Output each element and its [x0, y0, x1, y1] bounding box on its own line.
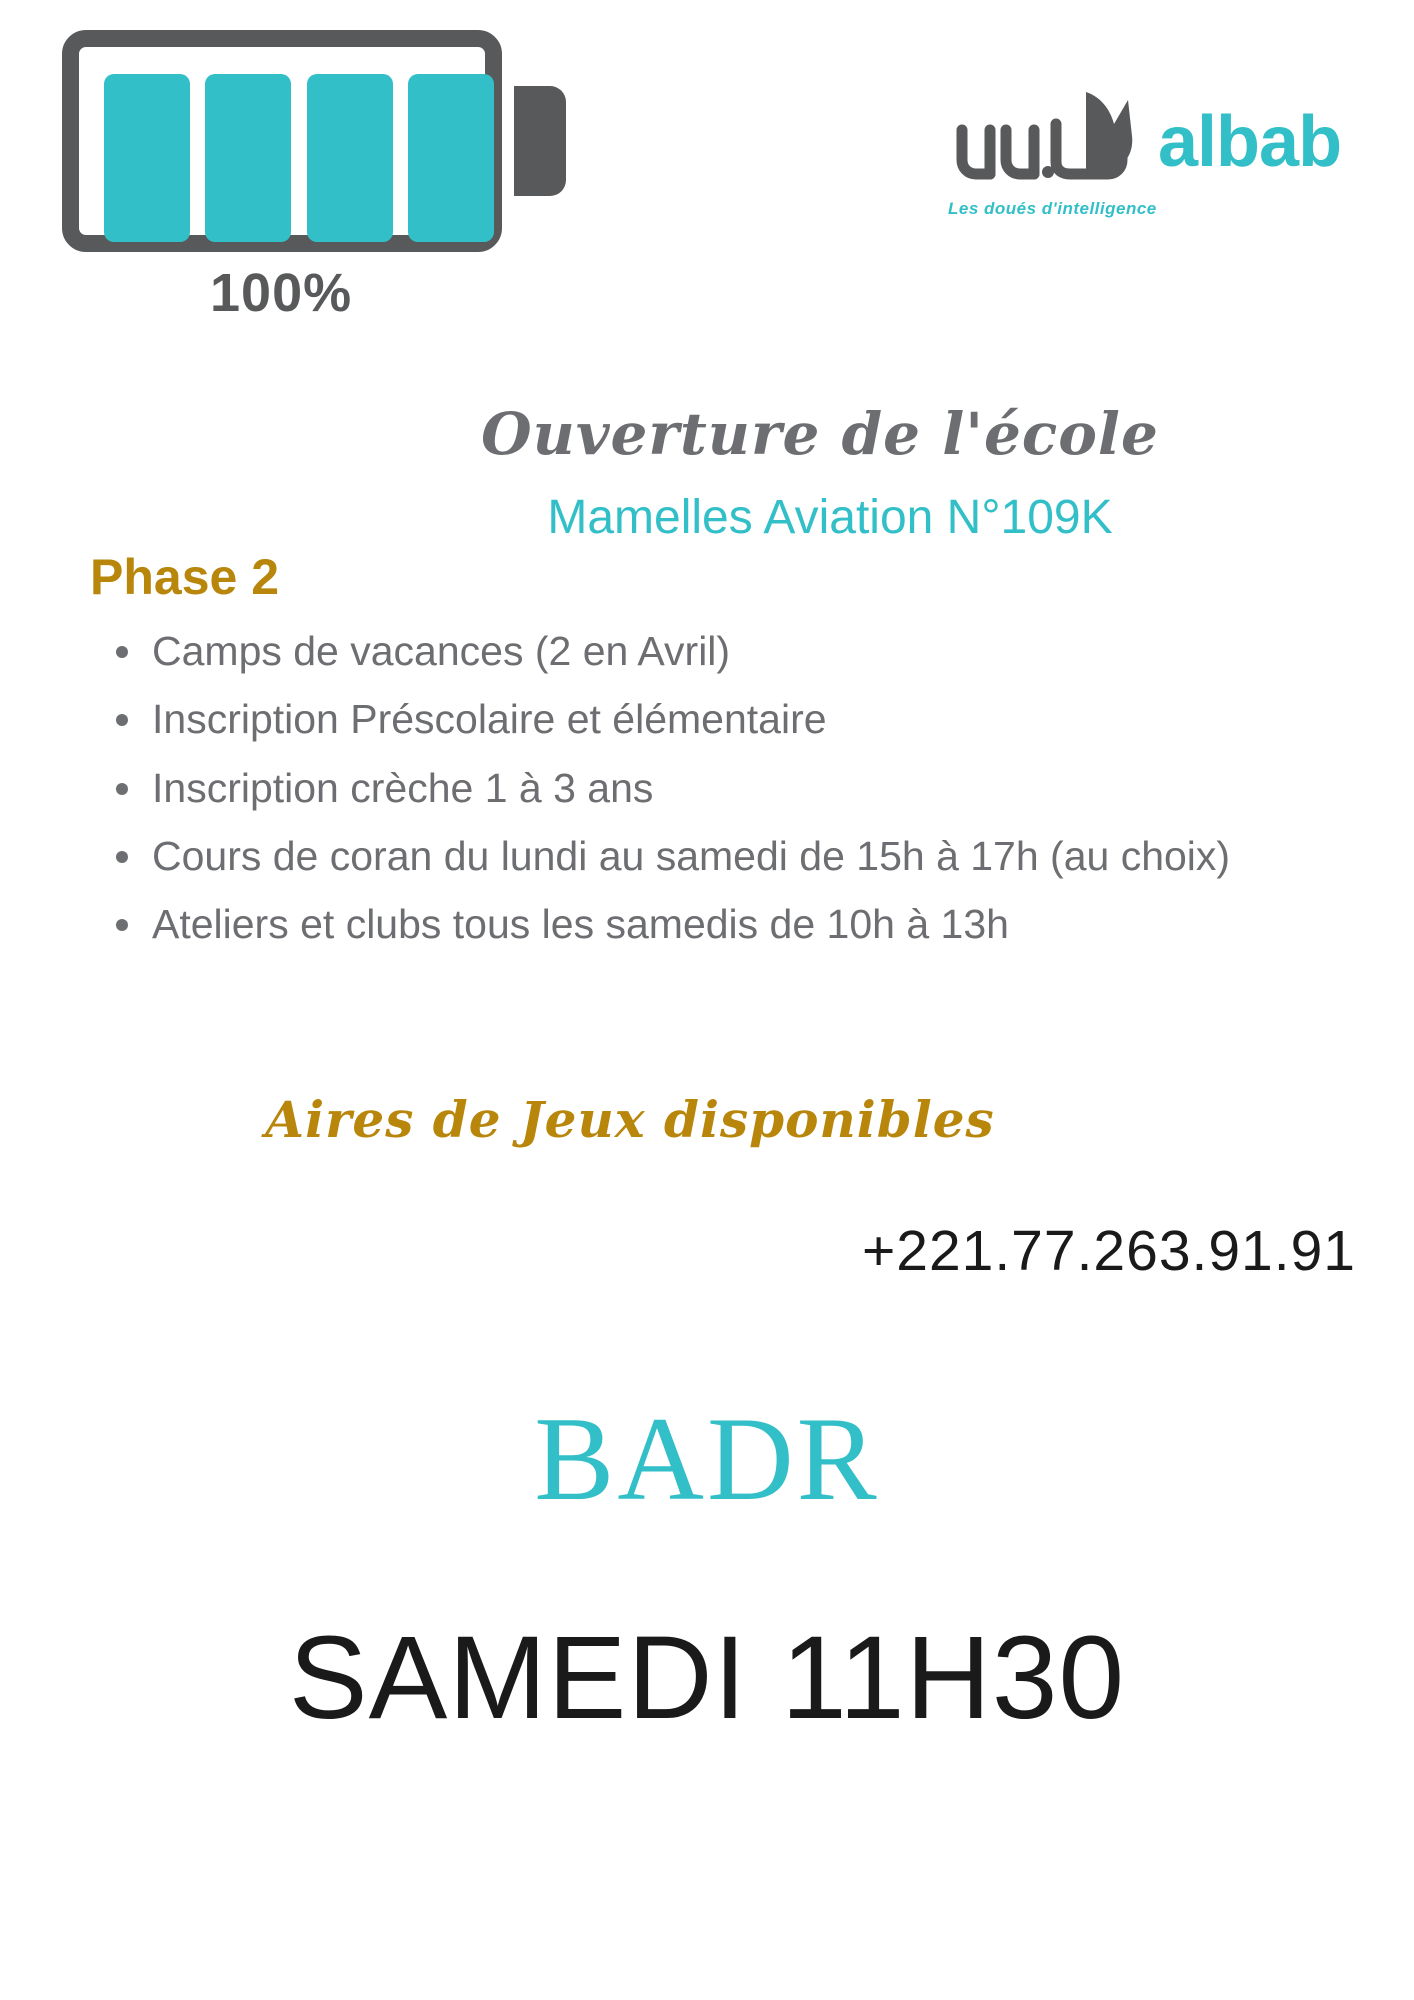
- list-item: Cours de coran du lundi au samedi de 15h à 17h (au choix): [110, 825, 1400, 887]
- battery-percent-label: 100%: [210, 263, 353, 323]
- page-subtitle: Mamelles Aviation N°109K: [547, 491, 1113, 544]
- battery-graphic: [62, 30, 582, 323]
- battery-cell: [408, 74, 494, 242]
- page-title: Ouverture de l'école: [481, 400, 1159, 468]
- albab-arabic-mark-icon: [936, 84, 1151, 214]
- logo-wordmark: albab: [1158, 102, 1342, 182]
- list-item: Camps de vacances (2 en Avril): [110, 620, 1400, 682]
- battery-cell: [307, 74, 393, 242]
- logo-tagline: Les doués d'intelligence: [948, 199, 1157, 218]
- battery-cell: [205, 74, 291, 242]
- brand-logo: [936, 84, 1366, 234]
- list-item: Inscription Préscolaire et élémentaire: [110, 688, 1400, 750]
- footer-when: SAMEDI 11H30: [288, 1612, 1126, 1744]
- battery-cells: [104, 74, 494, 242]
- footer-place: BADR: [534, 1392, 880, 1525]
- list-item: Inscription crèche 1 à 3 ans: [110, 757, 1400, 819]
- battery-body: [62, 30, 502, 252]
- contact-phone: +221.77.263.91.91: [861, 1219, 1356, 1283]
- battery-cell: [104, 74, 190, 242]
- list-item: Ateliers et clubs tous les samedis de 10h à 13h: [110, 893, 1400, 955]
- highlight-text: Aires de Jeux disponibles: [265, 1090, 995, 1149]
- offer-list: [60, 620, 1400, 962]
- phase-label: Phase 2: [90, 549, 280, 605]
- battery-tip: [514, 86, 566, 196]
